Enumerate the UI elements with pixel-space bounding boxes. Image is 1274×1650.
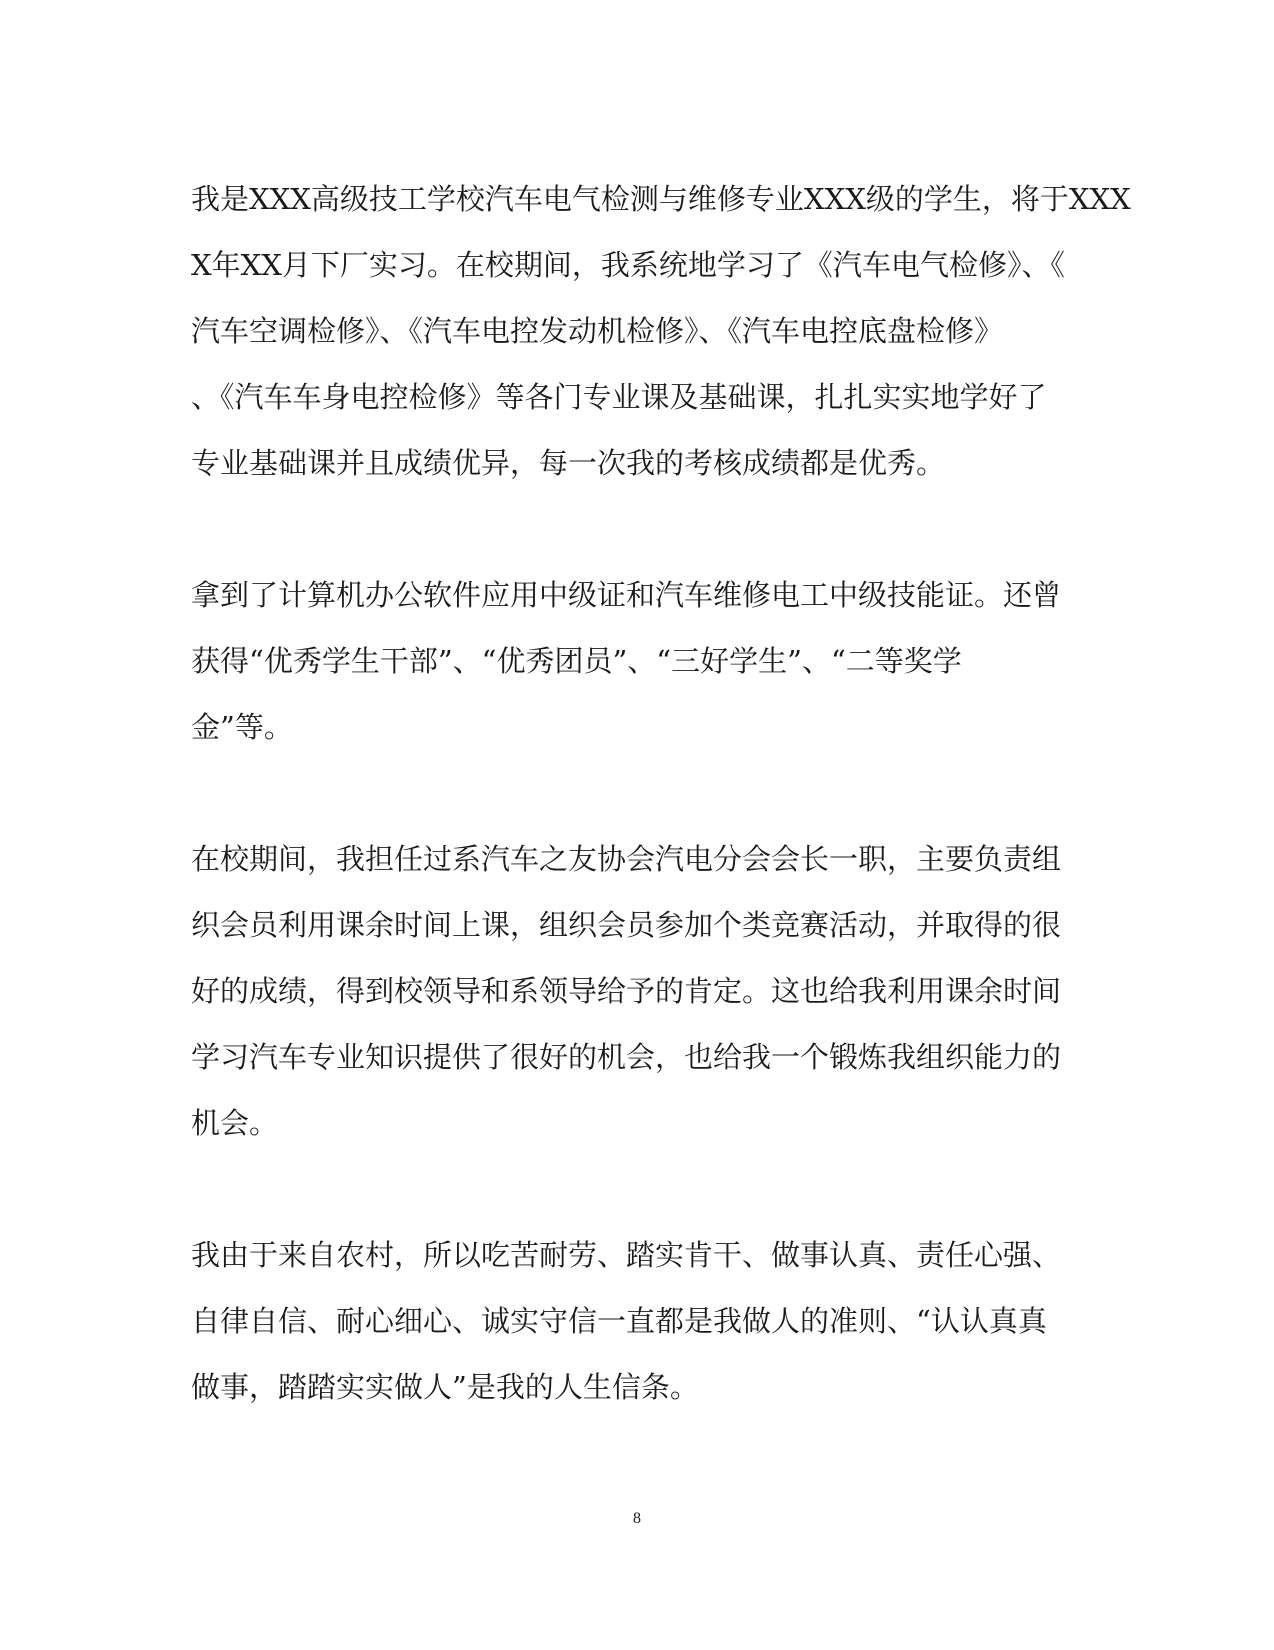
text-line: 我由于来自农村，所以吃苦耐劳、踏实肯干、做事认真、责任心强、 xyxy=(191,1238,1062,1272)
text-line: 汽车空调检修》、《汽车电控发动机检修》、《汽车电控底盘检修》 xyxy=(191,314,1004,348)
text-line: 好的成绩，得到校领导和系领导给予的肯定。这也给我利用课余时间 xyxy=(191,974,1062,1008)
text-line: 织会员利用课余时间上课，组织会员参加个类竞赛活动，并取得的很 xyxy=(191,908,1062,942)
body-text xyxy=(191,166,1131,1420)
text-line: 学习汽车专业知识提供了很好的机会，也给我一个锻炼我组织能力的 xyxy=(191,1040,1062,1074)
text-line: 专业基础课并且成绩优异，每一次我的考核成绩都是优秀。 xyxy=(191,446,946,480)
text-line: 、《汽车车身电控检修》等各门专业课及基础课，扎扎实实地学好了 xyxy=(191,380,1047,414)
paragraph-2 xyxy=(191,562,1091,760)
text-line: 自律自信、耐心细心、诚实守信一直都是我做人的准则、“认认真真 xyxy=(191,1304,1047,1338)
paragraph-4 xyxy=(191,1222,1091,1420)
paragraph-1 xyxy=(191,166,1131,496)
paragraph-3 xyxy=(191,826,1091,1156)
text-line: 获得“优秀学生干部”、“优秀团员”、“三好学生”、“二等奖学 xyxy=(191,644,962,678)
text-line: 机会。 xyxy=(191,1106,279,1140)
text-line: 拿到了计算机办公软件应用中级证和汽车维修电工中级技能证。还曾 xyxy=(191,578,1062,612)
page-number: 8 xyxy=(633,1510,641,1527)
text-line: 金”等。 xyxy=(191,710,293,744)
text-line: 我是XXX高级技工学校汽车电气检测与维修专业XXX级的学生，将于XXX xyxy=(191,182,1131,216)
text-line: 做事，踏踏实实做人”是我的人生信条。 xyxy=(191,1370,699,1404)
text-line: 在校期间，我担任过系汽车之友协会汽电分会会长一职，主要负责组 xyxy=(191,842,1062,876)
text-line: X年XX月下厂实习。在校期间，我系统地学习了《汽车电气检修》、《 xyxy=(191,248,1065,282)
